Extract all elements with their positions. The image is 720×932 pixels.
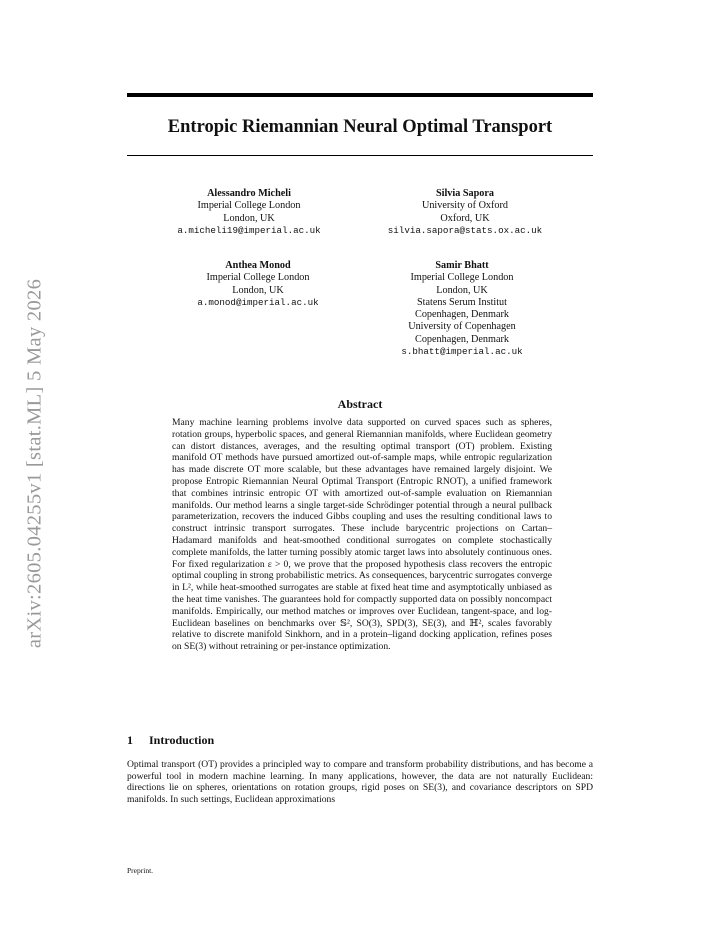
author-name: Anthea Monod	[225, 260, 291, 271]
author-name: Silvia Sapora	[435, 188, 495, 199]
author-email[interactable]: silvia.sapora@stats.ox.ac.uk	[387, 224, 543, 236]
author-affiliation: Statens Serum Institut	[417, 296, 507, 308]
author-affiliation: Oxford, UK	[440, 212, 490, 224]
section-heading	[127, 733, 214, 748]
paper-title: Entropic Riemannian Neural Optimal Transport	[167, 117, 553, 137]
arxiv-identifier: arXiv:2605.04255v1 [stat.ML] 5 May 2026	[23, 278, 46, 649]
title-bottom-rule	[127, 155, 593, 156]
author-affiliation: Imperial College London	[206, 272, 310, 284]
author-affiliation: University of Oxford	[421, 200, 508, 212]
author-affiliation: Copenhagen, Denmark	[415, 309, 509, 321]
author-email[interactable]: s.bhatt@imperial.ac.uk	[401, 346, 523, 358]
section-number: 1	[127, 733, 133, 747]
author-email[interactable]: a.micheli19@imperial.ac.uk	[177, 224, 321, 236]
abstract-heading: Abstract	[337, 397, 383, 411]
abstract-body: Many machine learning problems involve data supported on curved spaces such as spheres, rotation groups, hyperbolic spaces, and general Riemannian manifolds, where Euclidean geometry can distort distances, averages, and the resulting optimal transport (OT) problem. Existing manifold OT methods have pursued amortized out-of-sample maps, while entropic regularization has made discrete OT more scalable, but these advantages have remained largely disjoint. We propose Entropic Riemannian Neural Optimal Transport (Entropic RNOT), a unified framework that combines intrinsic entropic OT with amortized out-of-sample evaluation on Riemannian manifolds. Our method learns a single target-side Schrödinger potential through a neural pullback parameterization, recovers the induced Gibbs coupling and uses the resulting conditional laws to construct intrinsic transport surrogates. These include barycentric projections on Cartan–Hadamard manifolds and heat-smoothed conditional surrogates on complete stochastically complete manifolds, the latter turning possibly atomic target laws into absolutely continuous ones. For fixed regularization ε > 0, we prove that the proposed hypothesis class recovers the entropic optimal coupling in strong probabilistic metrics. As consequences, barycentric surrogates converge in L², while heat-smoothed surrogates are stable at fixed heat time and asymptotically unbiased as the heat time vanishes. The guarantees hold for compactly supported data on possibly noncompact manifolds. Empirically, our method matches or improves over Euclidean, tangent-space, and log-Euclidean baselines on benchmarks over 𝕊², SO(3), SPD(3), SE(3), and ℍ², scales favorably relative to discrete manifold Sinkhorn, and in a protein–ligand docking application, refines poses on SE(3) without retraining or per-instance optimization.	[172, 417, 552, 653]
author-affiliation: London, UK	[223, 212, 275, 224]
author-affiliation: London, UK	[232, 284, 284, 296]
author-block	[365, 188, 565, 237]
author-block	[158, 260, 358, 309]
author-name: Alessandro Micheli	[207, 188, 291, 199]
author-affiliation: Imperial College London	[197, 200, 301, 212]
introduction-paragraph: Optimal transport (OT) provides a principled way to compare and transform probability distributions, and has become a powerful tool in modern machine learning. In many applications, however, the data are not naturally Euclidean: directions lie on spheres, orientations on rotation groups, rigid poses on SE(3), and covariance descriptors on SPD manifolds. In such settings, Euclidean approximations	[127, 759, 593, 805]
author-email[interactable]: a.monod@imperial.ac.uk	[197, 296, 319, 308]
author-block	[149, 188, 349, 237]
author-affiliation: Copenhagen, Denmark	[415, 333, 509, 345]
preprint-footer: Preprint.	[127, 866, 154, 875]
author-block	[362, 260, 562, 358]
author-affiliation: University of Copenhagen	[408, 321, 516, 333]
title-top-rule	[127, 93, 593, 97]
section-title: Introduction	[149, 733, 215, 747]
author-name: Samir Bhatt	[435, 260, 489, 271]
author-affiliation: London, UK	[436, 284, 488, 296]
author-affiliation: Imperial College London	[410, 272, 514, 284]
